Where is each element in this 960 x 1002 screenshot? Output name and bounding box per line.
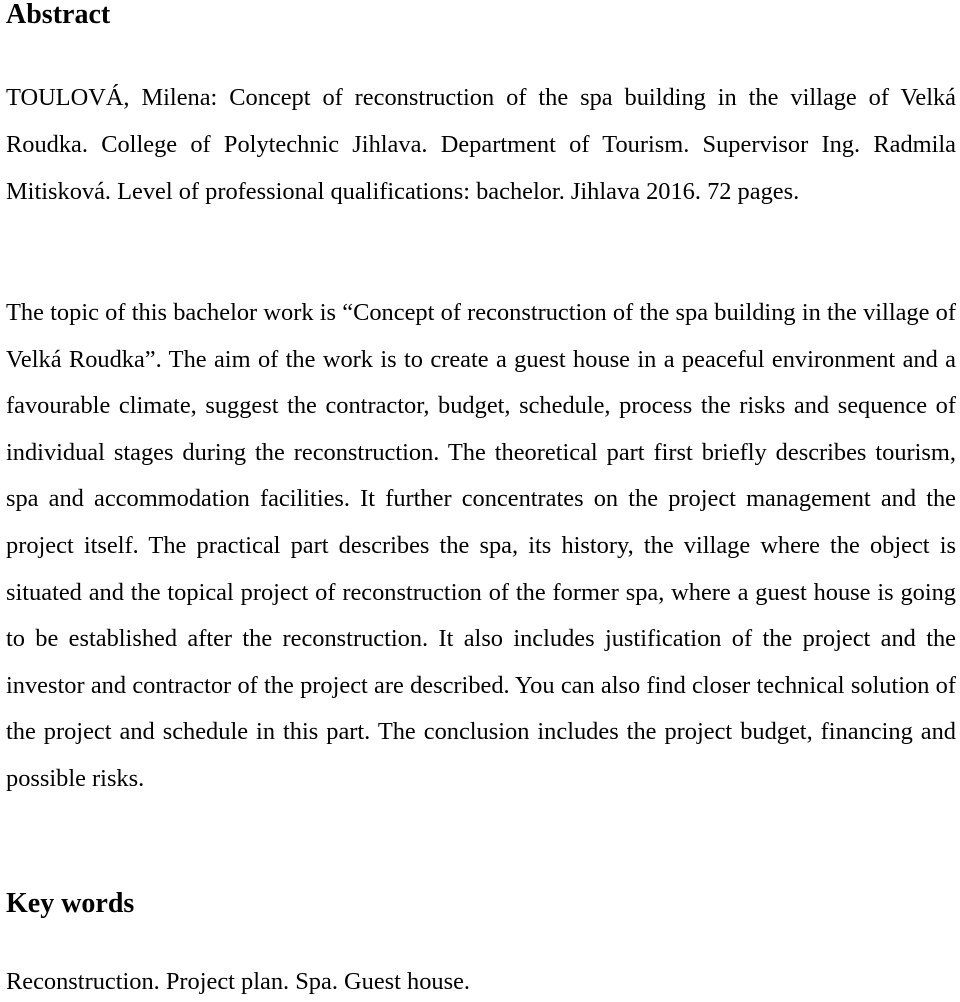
citation-paragraph: TOULOVÁ, Milena: Concept of reconstruction of the spa building in the village of Velká Roudka. College of Polytechnic Jihlava. Department of Tourism. Supervisor Ing. Radmila Mitisková. Level of professional qualifications: bachelor. Jihlava 2016. 72 pages. [6, 84, 956, 205]
key-words-heading: Key words [6, 888, 135, 919]
key-words-text: Reconstruction. Project plan. Spa. Guest house. [6, 968, 471, 995]
abstract-body-paragraph: The topic of this bachelor work is “Concept of reconstruction of the spa building in the village of Velká Roudka”. The aim of the work is to create a guest house in a peaceful environment and a favourable climate, suggest the contractor, budget, schedule, process the risks and sequence of individual stages during the reconstruction. The theoretical part first briefly describes tourism, spa and accommodation facilities. It further concentrates on the project management and the project itself. The practical part describes the spa, its history, the village where the object is situated and the topical project of reconstruction of the former spa, where a guest house is going to be established after the reconstruction. It also includes justification of the project and the investor and contractor of the project are described. You can also find closer technical solution of the project and schedule in this part. The conclusion includes the project budget, financing and possible risks. [6, 299, 956, 792]
abstract-heading: Abstract [6, 0, 111, 30]
